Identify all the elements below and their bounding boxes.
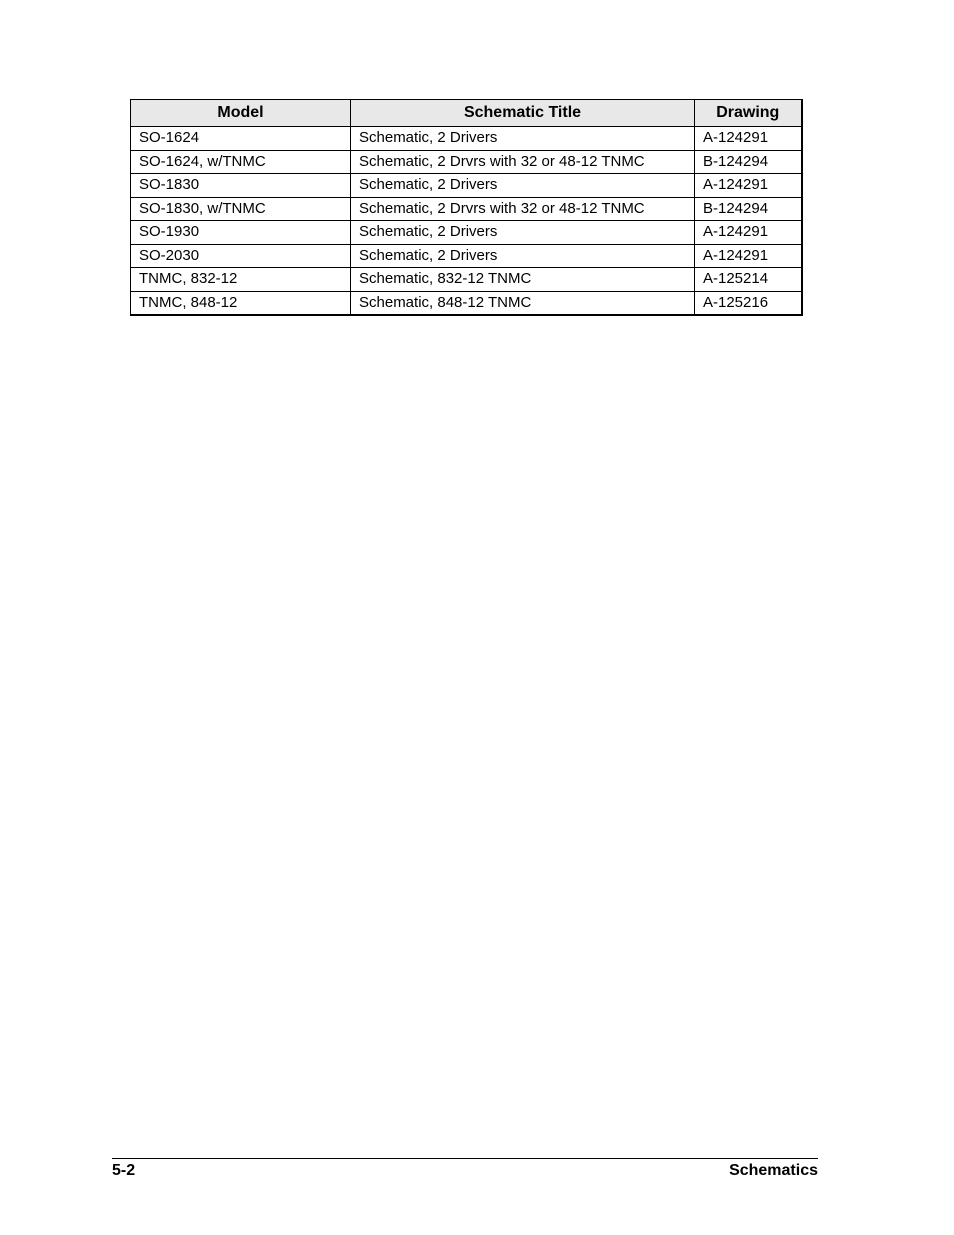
drawing-cell: A-124291 — [695, 244, 802, 268]
schematic-title-cell: Schematic, 2 Drivers — [351, 221, 695, 245]
schematic-drawings-table — [130, 99, 803, 316]
column-header-drawing: Drawing — [695, 100, 802, 127]
schematic-title-cell: Schematic, 2 Drvrs with 32 or 48-12 TNMC — [351, 150, 695, 174]
schematic-title-cell: Schematic, 2 Drivers — [351, 174, 695, 198]
model-cell: SO-1930 — [131, 221, 351, 245]
drawing-cell: A-124291 — [695, 174, 802, 198]
table-row — [131, 150, 802, 174]
schematic-title-cell: Schematic, 832-12 TNMC — [351, 268, 695, 292]
table-row — [131, 127, 802, 151]
schematic-title-cell: Schematic, 848-12 TNMC — [351, 291, 695, 315]
table-row — [131, 268, 802, 292]
table-row — [131, 221, 802, 245]
model-cell: SO-1624 — [131, 127, 351, 151]
drawing-cell: A-124291 — [695, 221, 802, 245]
table-row — [131, 244, 802, 268]
footer-divider — [112, 1158, 818, 1159]
schematic-title-cell: Schematic, 2 Drvrs with 32 or 48-12 TNMC — [351, 197, 695, 221]
model-cell: SO-2030 — [131, 244, 351, 268]
schematic-title-cell: Schematic, 2 Drivers — [351, 127, 695, 151]
column-header-schematic-title: Schematic Title — [351, 100, 695, 127]
table-row — [131, 291, 802, 315]
model-cell: TNMC, 832-12 — [131, 268, 351, 292]
model-cell: TNMC, 848-12 — [131, 291, 351, 315]
model-cell: SO-1830, w/TNMC — [131, 197, 351, 221]
drawing-cell: A-125216 — [695, 291, 802, 315]
drawing-cell: A-125214 — [695, 268, 802, 292]
table-row — [131, 197, 802, 221]
model-cell: SO-1830 — [131, 174, 351, 198]
column-header-model: Model — [131, 100, 351, 127]
drawing-cell: B-124294 — [695, 150, 802, 174]
model-cell: SO-1624, w/TNMC — [131, 150, 351, 174]
schematic-title-cell: Schematic, 2 Drivers — [351, 244, 695, 268]
drawing-cell: A-124291 — [695, 127, 802, 151]
table-row — [131, 174, 802, 198]
drawing-cell: B-124294 — [695, 197, 802, 221]
section-title: Schematics — [729, 1162, 818, 1179]
table-header-row — [131, 100, 802, 127]
page-number: 5-2 — [112, 1162, 136, 1179]
